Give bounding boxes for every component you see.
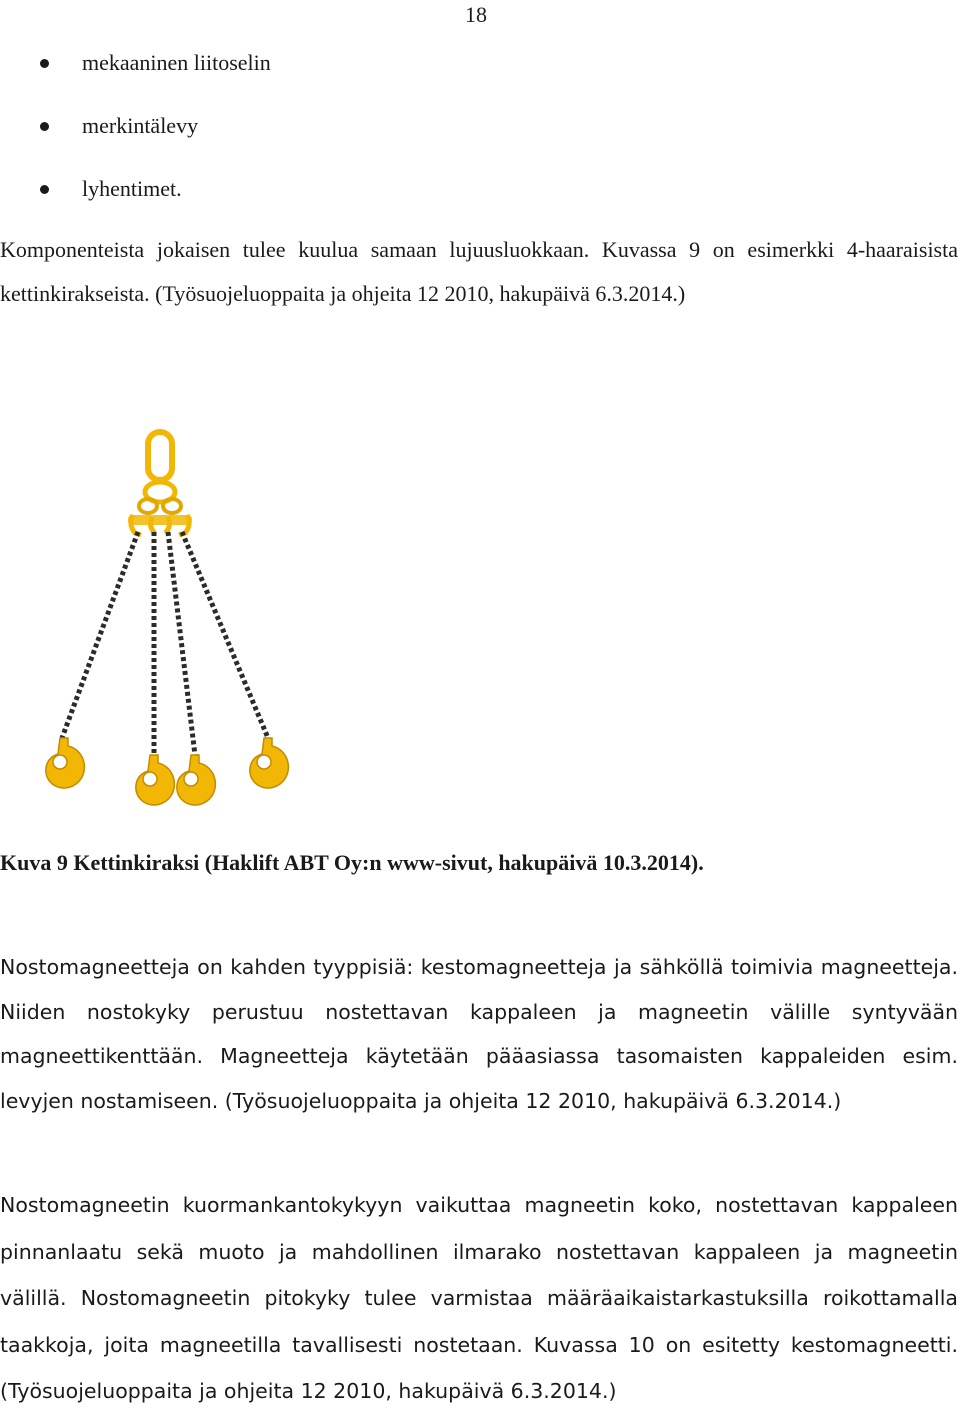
list-item-text: lyhentimet. — [82, 176, 182, 201]
chain-leg-1 — [62, 532, 138, 738]
master-link-icon — [148, 432, 172, 480]
page-number: 18 — [465, 2, 487, 27]
chain-sling-image — [20, 420, 320, 815]
hook-icon — [177, 755, 216, 805]
hook-icon — [46, 738, 85, 788]
hook-icon — [250, 738, 289, 788]
bullet-dot-icon — [40, 59, 49, 68]
chain-leg-3 — [168, 532, 195, 755]
bullet-dot-icon — [40, 185, 49, 194]
hook-icon — [136, 755, 175, 805]
paragraph-magnet-capacity: Nostomagneetin kuormankantokykyyn vaikuttaa magneetin koko, nostettavan kappaleen pinnanlaatu sekä muoto ja mahdollinen ilmarako nostettavan kappaleen ja magneetin välillä. Nostomagneetin pitokyky tulee varmistaa määräaikaistarkastuksilla roikottamalla taakkoja, joita magneetilla tavallisesti nostetaan. Kuvassa 10 on esitetty kestomagneetti. (Työsuojeluoppaita ja ohjeita 12 2010, hakupäivä 6.3.2014.) — [0, 1193, 958, 1403]
chain-leg-4 — [182, 532, 268, 738]
figure-caption: Kuva 9 Kettinkiraksi (Haklift ABT Oy:n www-sivut, hakupäivä 10.3.2014). — [0, 850, 704, 875]
bullet-dot-icon — [40, 122, 49, 131]
list-item-text: merkintälevy — [82, 113, 199, 138]
paragraph-magnets: Nostomagneetteja on kahden tyyppisiä: kestomagneetteja ja sähköllä toimivia magneetteja. Niiden nostokyky perustuu nostettavan kappaleen ja magneetin välille syntyvään magneettikenttään. Magneetteja käytetään pääasiassa tasomaisten kappaleiden esim. levyjen nostamiseen. (Työsuojeluoppaita ja ohjeita 12 2010, hakupäivä 6.3.2014.) — [0, 955, 958, 1113]
paragraph-components: Komponenteista jokaisen tulee kuulua samaan lujuusluokkaan. Kuvassa 9 on esimerkki 4-haaraisista kettinkirakseista. (Työsuojeluoppaita ja ohjeita 12 2010, hakupäivä 6.3.2014.) — [0, 237, 958, 306]
chain-sling-icon — [46, 432, 289, 805]
list-item-text: mekaaninen liitoselin — [82, 50, 271, 75]
